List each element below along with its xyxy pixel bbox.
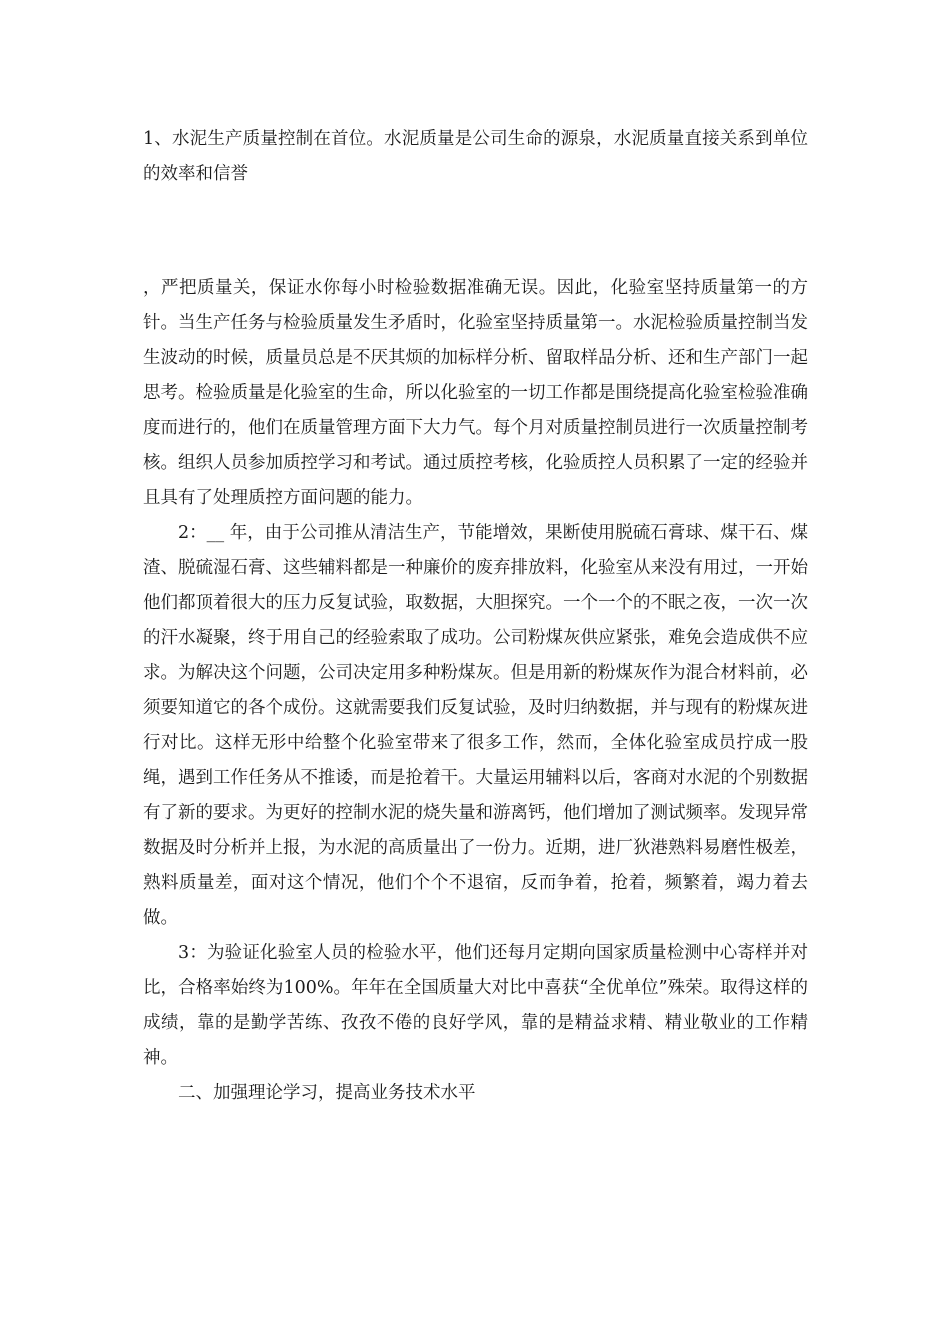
paragraph-gap bbox=[143, 192, 808, 271]
section-heading-theory-study: 二、加强理论学习，提高业务技术水平 bbox=[178, 1083, 476, 1103]
document-page bbox=[143, 122, 808, 1111]
paragraph-item-3: 3：为验证化验室人员的检验水平，他们还每月定期向国家质量检测中心寄样并对比，合格率始终为100%。年年在全国质量大对比中喜获“全优单位”殊荣。取得这样的成绩，靠的是勤学苦练、孜孜不倦的良好学风，靠的是精益求精、精业敬业的工作精神。 bbox=[143, 943, 808, 1068]
paragraph-item-2: 2：__ 年，由于公司推从清洁生产，节能增效，果断使用脱硫石膏球、煤干石、煤渣、脱硫湿石膏、这些辅料都是一种廉价的废弃排放料，化验室从来没有用过，一开始他们都顶着很大的压力反复试验，取数据，大胆探究。一个一个的不眠之夜，一次一次的汗水凝聚，终于用自己的经验索取了成功。公司粉煤灰供应紧张，难免会造成供不应求。为解决这个问题，公司决定用多种粉煤灰。但是用新的粉煤灰作为混合材料前，必须要知道它的各个成份。这就需要我们反复试验，及时归纳数据，并与现有的粉煤灰进行对比。这样无形中给整个化验室带来了很多工作，然而，全体化验室成员拧成一股绳，遇到工作任务从不推诿，而是抢着干。大量运用辅料以后，客商对水泥的个别数据有了新的要求。为更好的控制水泥的烧失量和游离钙，他们增加了测试频率。发现异常数据及时分析并上报，为水泥的高质量出了一份力。近期，进厂狄港熟料易磨性极差，熟料质量差，面对这个情况，他们个个不退宿，反而争着，抢着，频繁着，竭力着去做。 bbox=[143, 523, 808, 928]
paragraph-quality-control: ，严把质量关，保证水你每小时检验数据准确无误。因此，化验室坚持质量第一的方针。当生产任务与检验质量发生矛盾时，化验室坚持质量第一。水泥检验质量控制当发生波动的时候，质量员总是不厌其烦的加标样分析、留取样品分析、还和生产部门一起思考。检验质量是化验室的生命，所以化验室的一切工作都是围绕提高化验室检验准确度而进行的，他们在质量管理方面下大力气。每个月对质量控制员进行一次质量控制考核。组织人员参加质控学习和考试。通过质控考核，化验质控人员积累了一定的经验并且具有了处理质控方面问题的能力。 bbox=[143, 278, 808, 508]
paragraph-quality-first: 1、水泥生产质量控制在首位。水泥质量是公司生命的源泉，水泥质量直接关系到单位的效率和信誉 bbox=[143, 129, 808, 184]
